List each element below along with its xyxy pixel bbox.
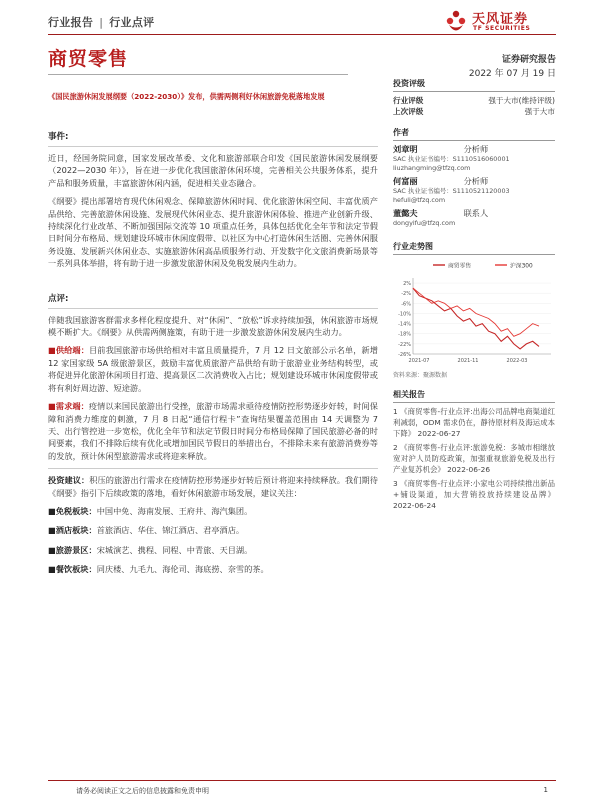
y-tick-label: -26% [398,352,411,358]
supply-bullet: ■供给端： [48,345,90,356]
related-report[interactable]: 2 《商贸零售-行业点评:旅游免税：多城市相继放宽对沪人员防疫政策，加强重视旅游免税及出行产业复苏机会》 2022-06-26 [393,443,555,474]
footer-divider [48,780,556,781]
rating-value: 强于大市(维持评级) [488,96,555,105]
x-tick-label: 2021-11 [457,358,479,364]
analyst-role: 分析师 [463,176,489,186]
rating-key: 行业评级 [393,96,424,105]
section-divider [48,468,378,469]
supply-paragraph [48,344,378,394]
event-paragraph-1: 近日，经国务院同意，国家发展改革委、文化和旅游部联合印发《国民旅游休闲发展纲要（2022—2030 年）》，旨在进一步优化我国旅游休闲环境，完善相关公共服务体系，提升产品和服务质量，丰富旅游休闲内涵，促进相关业态融合。 [48,153,378,188]
suggest-paragraph [48,474,378,499]
analyst-email[interactable]: hefuli@tfzq.com [393,196,446,204]
demand-text: 疫情以来国民旅游出行受挫，旅游市场需求亟待疫情防控形势逐步好转，时间保障和消费力维度的刺激，7 月 8 日起“通信行程卡”查询结果覆盖范围由 14 天调整为 7 天、出行管控进一步宽松，优化全年节和法定节假日时间分布格局保障了国民旅游必备的时间要素，我们不排除后续有优化或增加国民节假日的举措出台，不排除未来有旅游消费券等的发放，预计休闲型旅游需求或将迎来释放。 [48,401,378,461]
footer-disclaimer: 请务必阅读正文之后的信息披露和免责申明 [76,787,209,795]
suggest-label: 投资建议： [48,475,90,486]
y-tick-label: -22% [398,341,411,348]
category-label: 行业报告 [48,16,94,29]
event-paragraph-2: 《纲要》提出部署培育现代休闲观念、保障旅游休闲时间、优化旅游休闲空间、丰富优质产品供给、完善旅游休闲设施、发展现代休闲业态、提升旅游休闲体验、推进产业创新升级、持续深化行业改革、不断加强国际交流等 10 项重点任务，具体包括优化全年节和法定节假日时间分布格局、规划建设环城市休闲度假带、以社区为中心打造休闲生活圈、完善休闲服务设施、发展新兴休闲业态、实施旅游休闲高品质服务行动、开发数字化文旅消费新场景等一系列具体举措，将有助于进一步激发旅游休闲及免税发展内生动力。 [48,196,378,269]
analyst-name: 刘章明 [393,144,418,154]
comment-intro: 伴随我国旅游客群需求多样化程度提升、对“休闲”、“放松”诉求持续加强，休闲旅游市场规模不断扩大。《纲要》从供需两侧施策，有助于进一步激发旅游休闲发展内生动力。 [48,314,378,338]
suggest-text: 积压的旅游出行需求在疫情防控形势逐步好转后预计将迎来持续释放。我们期待《纲要》指引下后续政策的落地，看好休闲旅游市场发展，建议关注： [48,475,378,498]
rating-value: 强于大市 [524,107,555,116]
page-number: 1 [543,786,548,794]
suggest-item [48,505,378,517]
analyst-block [393,144,555,173]
analyst-block [393,176,555,205]
suggest-item-label: ■免税板块： [48,505,97,516]
x-tick-label: 2021-07 [408,358,430,364]
sector-title: 商贸零售 [48,48,129,70]
y-tick-label: -2% [401,291,411,298]
y-tick-label: -14% [398,321,411,328]
legend-label: 沪深300 [510,263,533,270]
supply-text: 目前我国旅游市场供给相对丰富且质量提升，7 月 12 日文旅部公示名单，新增 12 家国家级 5A 级旅游景区，鼓励丰富优质旅游产品供给有助于旅游业业务结构转型，或将促进异化旅游休闲项目打造、提高景区二次消费收入占比；规划建设环城市休闲度假带或将有利好周边游、短途游。 [48,345,378,393]
analyst-block [393,208,555,228]
demand-bullet: ■需求端： [48,401,89,412]
analyst-email[interactable]: liuzhangming@tfzq.com [393,164,471,172]
report-date: 2022 年 07 月 19 日 [468,69,556,79]
report-header [48,8,556,40]
rating-key: 上次评级 [393,107,424,116]
y-tick-label: -18% [398,331,411,338]
header-category: 行业报告 | 行业点评 [48,16,155,29]
suggest-item [48,563,378,575]
report-subtitle: 《国民旅游休闲发展纲要（2022-2030）》发布，供需两侧利好休闲旅游免税落地发展 [48,92,325,101]
subcategory-label: 行业点评 [109,16,155,29]
analyst-role: 联系人 [463,208,489,218]
legend-label: 商贸零售 [448,263,472,270]
logo-mark-icon [446,10,466,34]
suggest-item-text: 中国中免、海南发展、王府井、海汽集团。 [96,505,253,516]
suggest-item-label: ■餐饮板块： [48,564,97,575]
y-tick-label: -6% [401,301,411,308]
y-tick-label: -10% [398,311,411,318]
chart-source-note: 资料来源：聚源数据 [393,372,448,379]
related-report[interactable]: 1 《商贸零售-行业点评:出海公司品牌电商渠道红利减弱，ODM 需求仍在，静待原材料及海运成本下降》 2022-06-27 [393,407,555,438]
industry-trend-chart [393,258,555,368]
analyst-role: 分析师 [463,144,489,154]
suggest-item [48,544,378,556]
analyst-cert: SAC 执业证书编号：S1110521120003 [393,187,510,195]
analyst-name: 董懿夫 [393,208,418,218]
suggest-item-label: ■酒店板块： [48,525,97,536]
logo-text-en: TF SECURITIES [473,25,531,32]
related-heading: 相关报告 [393,389,555,403]
author-heading: 作者 [393,127,555,141]
section-divider [48,146,378,147]
report-type: 证券研究报告 [501,55,556,65]
demand-paragraph [48,400,378,462]
suggest-item [48,524,378,536]
analyst-email[interactable]: dongyifu@tfzq.com [393,219,456,227]
event-heading: 事件: [48,132,69,142]
y-tick-label: 2% [403,281,411,288]
rating-row [393,95,555,106]
trend-chart-svg [393,258,555,368]
suggest-item-text: 同庆楼、九毛九、海伦司、海底捞、奈雪的茶。 [96,564,269,575]
analyst-cert: SAC 执业证书编号：S1110516060001 [393,155,510,163]
header-divider [48,34,556,35]
series-line [413,288,539,349]
logo-text-cn: 天风证券 [472,12,529,27]
section-divider [48,308,378,309]
comment-heading: 点评: [48,293,69,304]
suggest-item-text: 宋城演艺、携程、同程、中青旅、天目湖。 [96,544,253,555]
trend-heading: 行业走势图 [393,241,555,255]
title-divider [48,74,348,75]
related-report[interactable]: 3 《商贸零售-行业点评:小家电公司持续推出新品+铺设渠道，加大营销投放持续建设品牌》 2022-06-24 [393,479,555,510]
suggest-item-text: 首旅酒店、华住、锦江酒店、君亭酒店。 [96,525,245,536]
sidebar [393,78,555,514]
suggest-item-label: ■旅游景区： [48,544,97,555]
x-tick-label: 2022-03 [506,358,528,364]
analyst-name: 何富丽 [393,176,418,186]
rating-row [393,106,555,117]
rating-heading: 投资评级 [393,78,555,92]
main-content [48,126,378,583]
series-line [413,288,539,336]
